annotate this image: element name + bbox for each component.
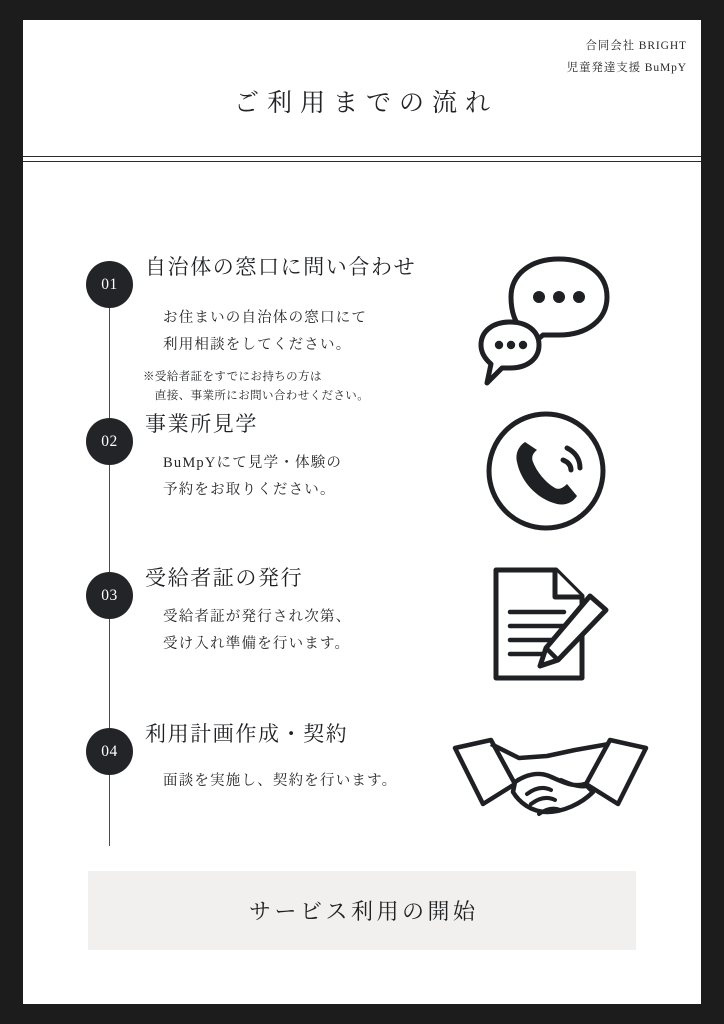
step-desc-line1-03: 受給者証が発行され次第、 (163, 609, 352, 625)
service-start-banner (88, 871, 636, 950)
step-desc-line1-01: お住まいの自治体の窓口にて (163, 310, 368, 326)
company-name: 合同会社 BRIGHT (585, 40, 687, 52)
step-desc-line2-03: 受け入れ準備を行います。 (163, 636, 351, 652)
phone-call-icon (481, 406, 611, 541)
step-desc-line1-02: BuMpYにて見学・体験の (163, 455, 343, 471)
step-desc-line1-04: 面談を実施し、契約を行います。 (163, 773, 398, 789)
banner-label: サービス利用の開始 (248, 899, 479, 924)
step-title-02: 事業所見学 (145, 412, 258, 436)
handshake-icon (443, 730, 658, 840)
company-identity (567, 36, 687, 80)
step-desc-line2-01: 利用相談をしてください。 (163, 337, 352, 353)
poster-sheet (23, 20, 701, 1004)
header-divider-lower (23, 161, 701, 162)
step-badge-04: 04 (86, 728, 133, 775)
step-note-line1-01: ※受給者証をすでにお持ちの方は (143, 371, 322, 383)
step-desc-line2-02: 予約をお取りください。 (163, 482, 336, 498)
step-title-03: 受給者証の発行 (145, 566, 304, 590)
step-title-04: 利用計画作成・契約 (145, 722, 349, 746)
step-badge-02: 02 (86, 418, 133, 465)
step-badge-03: 03 (86, 572, 133, 619)
step-note-line2-01: 直接、事業所にお問い合わせください。 (143, 390, 370, 402)
service-name: 児童発達支援 BuMpY (566, 61, 687, 74)
speech-bubbles-icon (473, 245, 643, 400)
step-badge-01: 01 (86, 261, 133, 308)
page-title: ご利用までの流れ (233, 90, 498, 117)
step-title-01: 自治体の窓口に問い合わせ (145, 255, 417, 279)
document-pen-icon (478, 556, 623, 696)
header-divider-upper (23, 156, 701, 157)
